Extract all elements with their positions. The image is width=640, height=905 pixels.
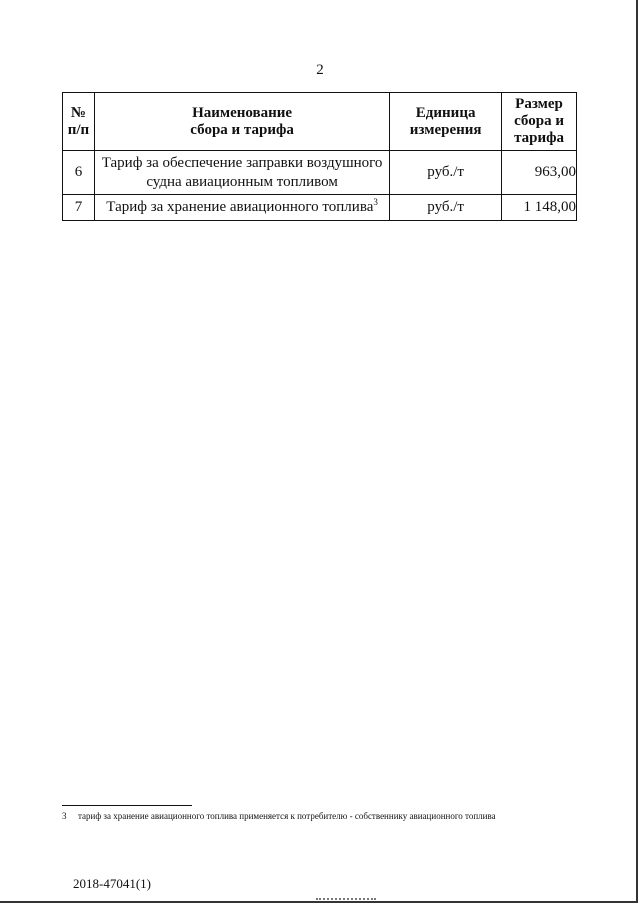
unit-of-measure: руб./т <box>390 195 502 221</box>
header-num <box>63 93 95 151</box>
header-size-line: тарифа <box>514 130 564 146</box>
tariff-name-text: Тариф за хранение авиационного топлива <box>106 199 374 215</box>
tariff-value: 963,00 <box>502 151 577 195</box>
tariff-name <box>94 151 389 195</box>
header-size-line: сбора и <box>514 113 564 129</box>
table-header-row <box>63 93 577 151</box>
tariff-name-line: Тариф за обеспечение заправки воздушного <box>101 154 383 171</box>
table-row <box>63 195 577 221</box>
header-unit-line: Единица <box>415 104 476 121</box>
footnote <box>62 811 496 821</box>
header-unit-line: измерения <box>409 121 482 138</box>
footnote-text: тариф за хранение авиационного топлива применяется к потребителю - собственнику авиационного топлива <box>78 811 496 821</box>
header-num-line: п/п <box>67 121 90 138</box>
header-name-line: Наименование <box>192 104 293 121</box>
table-row <box>63 151 577 195</box>
document-id: 2018-47041(1) <box>73 876 151 891</box>
tariff-table <box>62 92 577 221</box>
row-number: 7 <box>63 195 95 221</box>
tariff-name-line: судна авиационным топливом <box>146 173 338 190</box>
header-unit <box>390 93 502 151</box>
footnote-divider <box>62 805 192 806</box>
header-num-line: № <box>70 104 86 121</box>
header-size-line: Размер <box>515 96 563 112</box>
tariff-name <box>94 195 389 221</box>
tariff-value: 1 148,00 <box>502 195 577 221</box>
page-number: 2 <box>316 62 324 78</box>
scan-edge-mark <box>316 898 376 900</box>
footnote-number: 3 <box>62 811 67 821</box>
header-size <box>502 93 577 151</box>
header-name-line: сбора и тарифа <box>190 121 294 138</box>
row-number: 6 <box>63 151 95 195</box>
header-name <box>94 93 389 151</box>
unit-of-measure: руб./т <box>390 151 502 195</box>
footnote-reference: 3 <box>373 197 378 207</box>
